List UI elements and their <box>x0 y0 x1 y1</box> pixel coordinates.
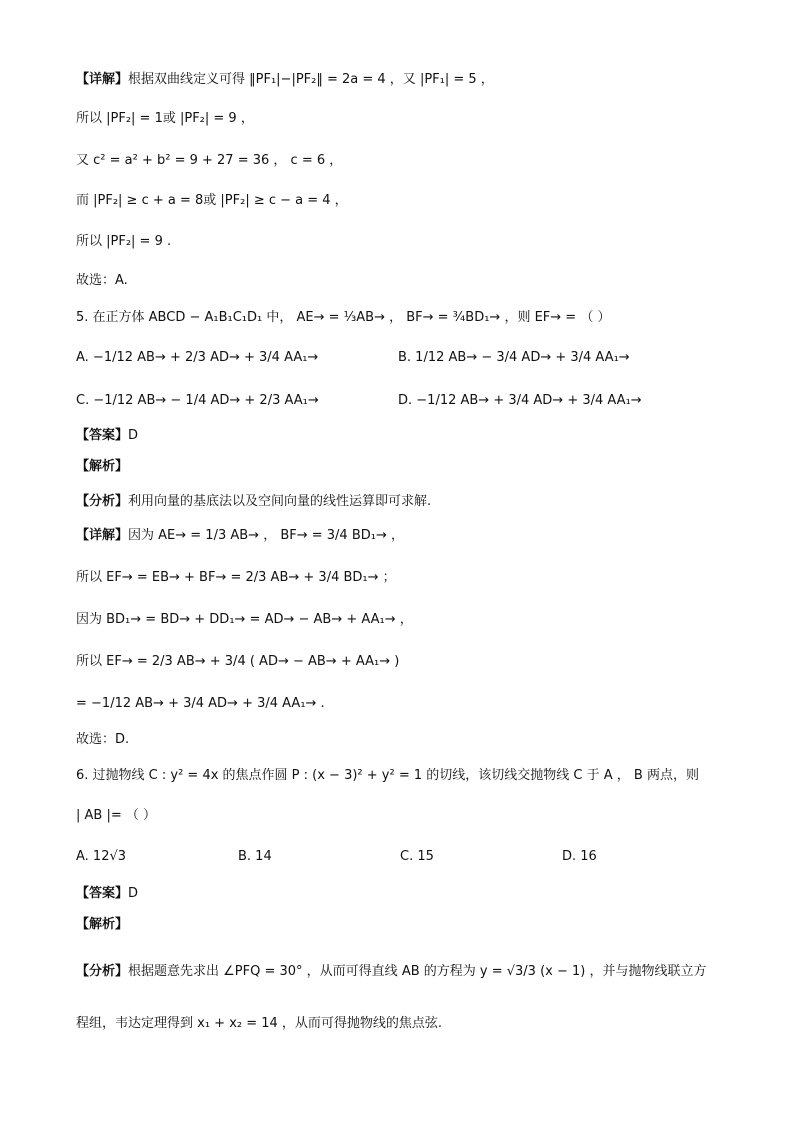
line-text: 5. 在正方体 ABCD − A₁B₁C₁D₁ 中， AE→ = ⅓AB→ ， BF→ = ¾BD₁→ ，则 EF→ = （ ） <box>76 310 611 325</box>
option-a: A. −1/12 AB→ + 2/3 AD→ + 3/4 AA₁→ <box>76 350 319 365</box>
line-24: 程组，韦达定理得到 x₁ + x₂ = 14 ，从而可得抛物线的焦点弦. <box>76 1016 443 1031</box>
label-analysis: 【解析】 <box>76 917 129 932</box>
analysis-6 <box>76 917 128 933</box>
line-17: = −1/12 AB→ + 3/4 AD→ + 3/4 AA₁→ . <box>76 696 325 711</box>
question-5 <box>76 310 610 326</box>
label-answer: 【答案】 <box>76 428 129 443</box>
label-answer: 【答案】 <box>76 886 129 901</box>
label-detail: 【详解】 <box>76 72 129 87</box>
label-analysis: 【解析】 <box>76 459 129 474</box>
line-text: 所以 |PF₂| = 9 . <box>76 234 172 249</box>
line-18: 故选：D. <box>76 732 130 747</box>
line-13: 【详解】因为 AE→ = 1/3 AB→ ， BF→ = 3/4 BD₁→ ， <box>76 528 404 543</box>
line-15: 因为 BD₁→ = BD→ + DD₁→ = AD→ − AB→ + AA₁→ ， <box>76 612 413 627</box>
label-analyze: 【分析】 <box>76 964 129 979</box>
answer-6: 【答案】D <box>76 886 139 901</box>
line-6 <box>76 273 128 289</box>
option-b: B. 14 <box>238 849 272 864</box>
question-6: 6. 过抛物线 C : y² = 4x 的焦点作圆 P : (x − 3)² + y² = 1 的切线，该切线交抛物线 C 于 A ， B 两点，则 <box>76 768 699 783</box>
option-d: D. 16 <box>562 849 597 864</box>
line-23: 【分析】根据题意先求出 ∠PFQ = 30° ，从而可得直线 AB 的方程为 y = √3/3 (x − 1) ，并与抛物线联立方 <box>76 964 707 979</box>
option-c: C. −1/12 AB→ − 1/4 AD→ + 2/3 AA₁→ <box>76 393 319 408</box>
option-c: C. 15 <box>400 849 434 864</box>
option-b: B. 1/12 AB→ − 3/4 AD→ + 3/4 AA₁→ <box>398 350 630 365</box>
line-14: 所以 EF→ = EB→ + BF→ = 2/3 AB→ + 3/4 BD₁→ ； <box>76 570 396 585</box>
line-text: 所以 |PF₂| = 1或 |PF₂| = 9 ， <box>76 111 254 126</box>
line-4 <box>76 193 348 209</box>
line-text: 又 c² = a² + b² = 9 + 27 = 36 ， c = 6 ， <box>76 153 343 168</box>
option-d: D. −1/12 AB→ + 3/4 AD→ + 3/4 AA₁→ <box>398 393 642 408</box>
line-16: 所以 EF→ = 2/3 AB→ + 3/4 ( AD→ − AB→ + AA₁→ ) <box>76 654 400 669</box>
line-1 <box>76 72 494 88</box>
line-12: 【分析】利用向量的基底法以及空间向量的线性运算即可求解. <box>76 494 432 509</box>
line-text: 而 |PF₂| ≥ c + a = 8或 |PF₂| ≥ c − a = 4 ， <box>76 193 348 208</box>
line-5 <box>76 234 171 250</box>
label-analyze: 【分析】 <box>76 494 129 509</box>
option-a: A. 12√3 <box>76 849 127 864</box>
question-6-cont: | AB |= （ ） <box>76 808 156 823</box>
analysis-5 <box>76 459 128 475</box>
line-3 <box>76 153 342 169</box>
line-text: 故选：A. <box>76 273 128 288</box>
line-text: 根据双曲线定义可得 ‖PF₁|−|PF₂‖ = 2a = 4 ，又 |PF₁| = 5 ， <box>128 72 494 87</box>
answer-5: 【答案】D <box>76 428 139 443</box>
line-2 <box>76 111 254 127</box>
label-detail: 【详解】 <box>76 528 129 543</box>
